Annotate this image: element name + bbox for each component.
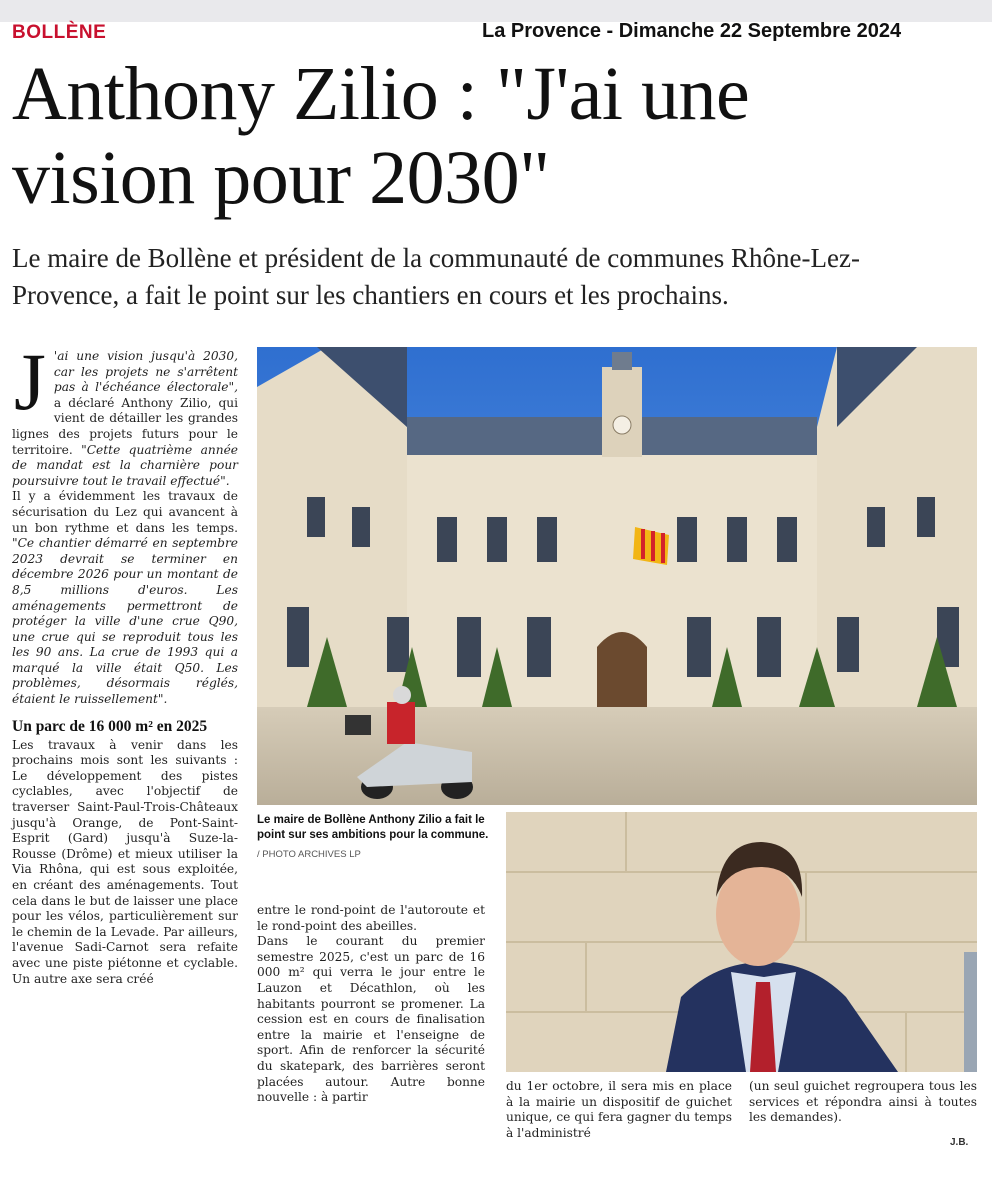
article-column-3 — [506, 1079, 732, 1141]
paragraph-intro — [12, 336, 238, 489]
town-hall-photo — [257, 347, 977, 805]
paragraph-works: Les travaux à venir dans les prochains mois sont les suivants : Le développement des pistes cyclables, avec l'objectif de traverser Saint-Paul-Trois-Châteaux jusqu'à Orange, de Pont-Saint-Esprit (Gard) jusqu'à Suze-la-Rousse (Drôme) et mieux utiliser la Via Rhôna, qui est sous exploitée, en créant des aménagements. Tout cela dans le but de laisser une place pour les vélos, particulièrement sur le chemin de la Levade. Par ailleurs, l'avenue Sadi-Carnot sera refaite avec une piste piétonne et cyclable. Un autre axe sera créé — [12, 737, 238, 986]
dropcap: J — [14, 336, 46, 427]
intro-text: a déclaré Anthony Zilio, qui vient de détailler les grandes lignes des projets futurs pour le territoire. — [12, 395, 238, 457]
paragraph-guichet-end: (un seul guichet regroupera tous les services et répondra ainsi à toutes les demandes). — [749, 1079, 977, 1125]
lez-quote: "Ce chantier démarré en septembre 2023 devrait se terminer en décembre 2026 pour un montant de 8,5 millions d'euros. Les aménagements permettront de protéger la ville d'une crue Q90, une crue qui se reproduit tous les les 90 ans. La crue de 1993 qui a marqué la ville était Q50. Les problèmes, désormais réglés, étaient le ruissellement". — [12, 536, 238, 707]
mayor-portrait-photo — [506, 812, 977, 1072]
intro-quote: 'ai une vision jusqu'à 2030, car les projets ne s'arrêtent pas à l'échéance électorale", — [53, 349, 238, 395]
intro-quote-2: "Cette quatrième année de mandat est la charnière pour poursuivre tout le travail effectué". — [12, 442, 238, 488]
publication-source: La Provence - Dimanche 22 Septembre 2024 — [482, 20, 902, 42]
headline-line-2: vision pour 2030" — [12, 136, 550, 220]
section-rubric: BOLLÈNE — [12, 22, 107, 43]
caption-text: Le maire de Bollène Anthony Zilio a fait le point sur ses ambitions pour la commune. — [257, 814, 489, 841]
paragraph-roundabout: entre le rond-point de l'autoroute et le rond-point des abeilles. — [257, 903, 485, 933]
paragraph-park: Dans le courant du premier semestre 2025, c'est un parc de 16 000 m² qui verra le jour entre le Lauzon et Décathlon, où les habitants pourront se promener. La cession est en cours de finalisation entre la mairie et l'enseigne de sport. Afin de renforcer la sécurité du skatepark, des barrières seront placées autour. Autre bonne nouvelle : à partir — [257, 934, 485, 1105]
article-column-1 — [12, 336, 238, 987]
lez-text: Il y a évidemment les travaux de sécurisation du Lez qui avancent à un bon rythme et dans les temps. — [12, 489, 238, 535]
article-column-4 — [749, 1079, 977, 1126]
photo-credit: / PHOTO ARCHIVES LP — [257, 849, 361, 860]
top-bar — [0, 0, 992, 22]
photo-caption — [257, 813, 497, 862]
headline-line-1: Anthony Zilio : "J'ai une — [12, 52, 750, 136]
headline — [12, 52, 972, 220]
article-column-2 — [257, 903, 485, 1106]
paragraph-lez — [12, 489, 238, 707]
author-signature: J.B. — [950, 1137, 969, 1148]
standfirst: Le maire de Bollène et président de la communauté de communes Rhône-Lez-Provence, a fait le point sur les chantiers en cours et les prochains. — [12, 243, 860, 310]
subhead: Un parc de 16 000 m² en 2025 — [12, 717, 208, 735]
paragraph-guichet: du 1er octobre, il sera mis en place à la mairie un dispositif de guichet unique, ce qui fera gagner du temps à l'administré — [506, 1079, 732, 1140]
